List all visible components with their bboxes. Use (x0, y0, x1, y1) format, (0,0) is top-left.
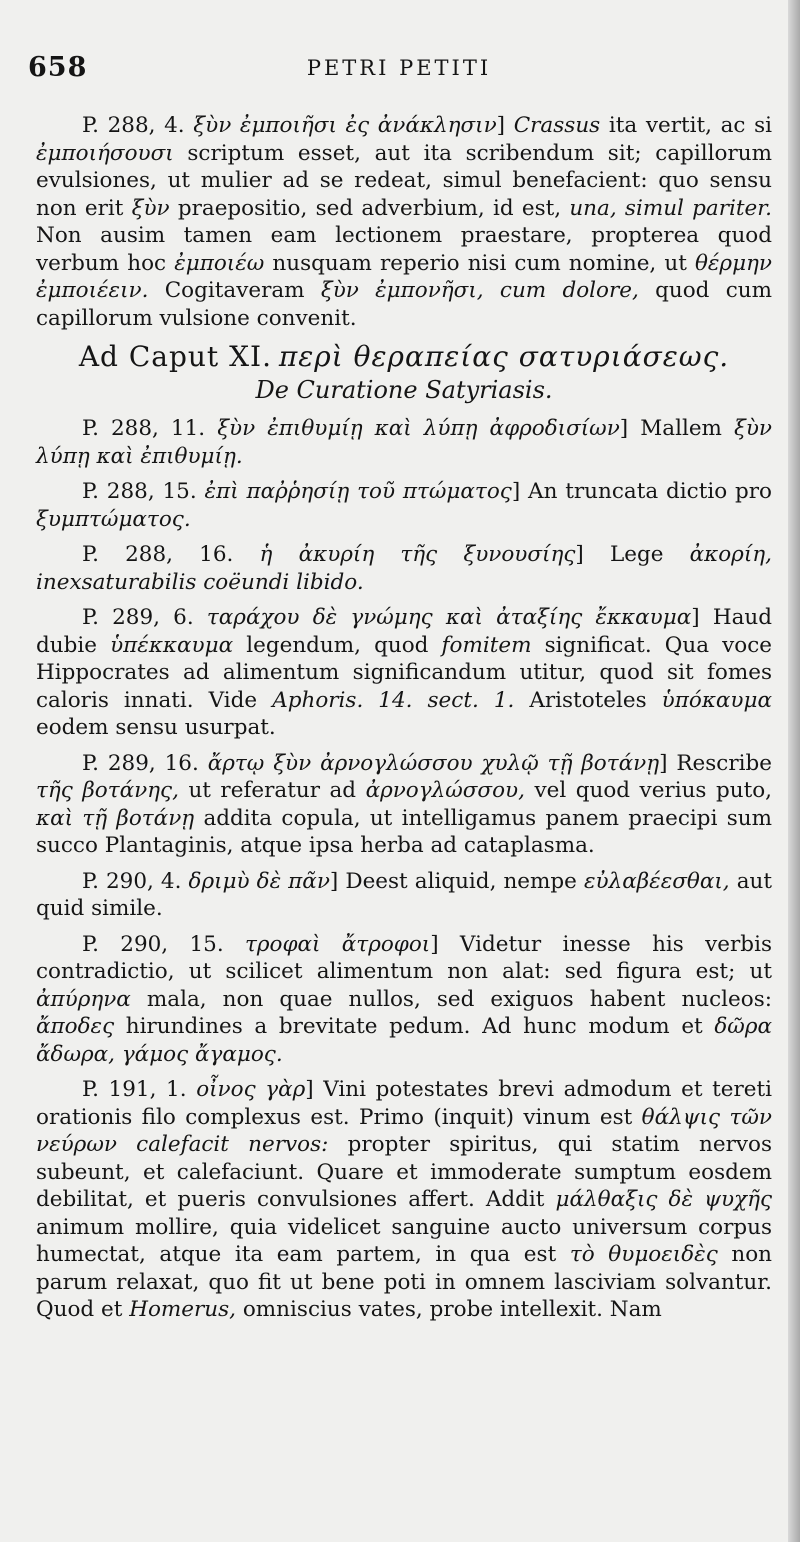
italic-text: ἀρνογλώσσου, (365, 778, 525, 803)
note-text: Aristoteles (514, 687, 662, 713)
italic-text: ταράχου δὲ γνώμης καὶ ἀταξίης ἔκκαυμα (206, 605, 692, 630)
italic-text: θέρμην ἐμποιέειν. (36, 250, 772, 303)
note-text: ] (496, 113, 514, 138)
note-text: ] Rescribe (659, 750, 772, 776)
note-text: ] An truncata dictio pro (511, 479, 772, 504)
note-text: aut quid simile. (36, 868, 773, 921)
note-text: eodem sensu usurpat. (36, 715, 276, 740)
note-reference: P. 290, 4. (82, 868, 182, 894)
note-paragraph (36, 604, 772, 742)
note-paragraph (36, 750, 772, 860)
note-text: ] Videtur inesse his verbis contradictio, ut scilicet alimentum non alat: sed figura est; ut (36, 931, 772, 984)
note-text: scriptum esset, aut ita scribendum sit; capillorum evulsiones, ut mulier ad se redeat, simul benefacient: quo sensu non erit (36, 140, 772, 221)
note-text: omniscius vates, probe intellexit. Nam (236, 1297, 662, 1322)
italic-text: θάλψις τῶν νεύρων calefacit nervos: (36, 1104, 772, 1157)
italic-text: ξυμπτώματος. (36, 506, 191, 532)
note-text (185, 113, 194, 138)
note-text: animum mollire, quia videlicet sanguine aucto universum corpus humectat, atque ita eam partem, in qua est (36, 1214, 772, 1267)
note-text: ] Vini potestates brevi admodum et tereti orationis filo complexus est. Primo (inquit) vinum est (36, 1077, 772, 1130)
italic-text: ἐμποιέω (174, 250, 265, 276)
note-text: propter spiritus, qui statim nervos subeunt, et calefaciunt. Quare et immoderate sumptum eosdem debilitat, et pueris convulsiones affert. Addit (36, 1132, 772, 1212)
note-text: ] Lege (575, 542, 690, 567)
note-text: mala, non quae nullos, sed exiguos habent nucleos: (130, 986, 772, 1012)
note-text (233, 542, 259, 567)
note-text (187, 1077, 197, 1102)
italic-text: ἐπὶ παῤῥησίῃ τοῦ πτώματος (204, 479, 512, 504)
note-text: ] Mallem (619, 416, 734, 441)
note-reference: P. 289, 16. (82, 750, 199, 776)
note-reference: P. 288, 16. (82, 542, 234, 567)
italic-text: καὶ τῇ βοτάνῃ (36, 805, 195, 831)
italic-text: ξὺν ἐμποιῆσι ἐς ἀνάκλησιν (193, 113, 497, 138)
italic-text: ἡ ἀκυρίη τῆς ξυνουσίης (259, 542, 576, 567)
note-paragraph (36, 931, 772, 1069)
chapter-latin-title: De Curatione Satyriasis. (255, 376, 553, 404)
italic-text: τὸ θυμοειδὲς (569, 1242, 718, 1267)
italic-text: εὐλαβέεσθαι, (583, 868, 730, 894)
italic-text: ξὺν (131, 195, 170, 221)
note-reference: P. 288, 11. (82, 416, 206, 441)
note-text: significat. Qua voce Hippocrates ad alimentum significandum utitur, quod sit fomes caloris innati. Vide (36, 632, 773, 713)
italic-text: τροφαὶ ἄτροφοι (244, 931, 431, 957)
note-text: ] Haud dubie (36, 605, 772, 658)
page-number: 658 (28, 52, 88, 83)
italic-text: ἐμποιήσουσι (36, 140, 174, 166)
italic-text: οἶνος γὰρ (196, 1077, 306, 1102)
note-paragraph (36, 1076, 772, 1324)
intro-section (36, 112, 772, 332)
note-text: addita copula, ut intelligamus panem praecipi sum succo Plantaginis, atque ipsa herba ad cataplasma. (36, 805, 773, 858)
note-paragraph (36, 112, 772, 332)
note-text: Non ausim tamen eam lectionem praestare, propterea quod verbum hoc (36, 223, 772, 276)
italic-text: Homerus, (129, 1297, 237, 1322)
note-text (194, 605, 207, 630)
note-text: non parum relaxat, quo fit ut bene poti in omnem lasciviam solvantur. Quod et (36, 1242, 772, 1322)
note-text (224, 932, 245, 957)
italic-text: ξὺν ἐμπονῆσι, (320, 278, 484, 303)
note-text: praepositio, sed adverbium, id est, (169, 195, 570, 221)
note-text: legendum, quod (233, 632, 442, 658)
note-text: vel quod verius puto, (524, 778, 772, 803)
italic-text: Aphoris. 14. sect. 1. (272, 687, 515, 713)
note-text: ut referatur ad (178, 778, 366, 803)
italic-text: δριμὺ δὲ πᾶν (188, 868, 330, 894)
note-text: Cogitaveram (148, 278, 321, 303)
italic-text: μάλθαξις δὲ ψυχῆς (555, 1187, 772, 1212)
note-text (484, 278, 500, 303)
note-text: ita vertit, ac si (600, 113, 773, 138)
notes-section (36, 415, 772, 1324)
note-text (199, 751, 208, 776)
note-text: nusquam reperio nisi cum nomine, ut (264, 250, 695, 276)
chapter-heading: Ad Caput XI. (78, 340, 272, 373)
italic-text: ἄρτῳ ξὺν ἀρνογλώσσου χυλῷ τῇ βοτάνῃ (207, 750, 660, 776)
note-reference: P. 288, 4. (82, 113, 185, 138)
note-text (205, 416, 217, 441)
note-paragraph (36, 415, 772, 470)
italic-text: δῶρα ἄδωρα, γάμος ἄγαμος. (36, 1014, 772, 1067)
note-paragraph (36, 478, 772, 533)
italic-text: una, simul pariter. (569, 195, 773, 221)
note-text: quod cum capillorum vulsione convenit. (36, 278, 773, 331)
page-edge-shadow (788, 0, 800, 1542)
note-text (197, 479, 205, 504)
italic-text: ἀπύρηνα (36, 986, 131, 1012)
note-reference: P. 289, 6. (82, 605, 194, 630)
note-paragraph (36, 868, 772, 923)
chapter-heading-line (36, 342, 772, 375)
page-body (36, 112, 772, 1332)
italic-text: ξὺν λύπῃ καὶ ἐπιθυμίῃ. (36, 416, 772, 469)
note-reference: P. 191, 1. (82, 1077, 187, 1102)
note-reference: P. 288, 15. (82, 479, 197, 504)
note-text: hirundines a brevitate pedum. Ad hunc modum et (114, 1014, 715, 1039)
italic-text: Crassus (513, 113, 601, 138)
note-text (181, 869, 188, 894)
chapter-heading-block (36, 342, 772, 405)
italic-text: τῆς βοτάνης, (36, 778, 179, 803)
page-header (28, 52, 770, 92)
italic-text: ἄποδες (36, 1014, 115, 1039)
italic-text: ὑπέκκαυμα (110, 632, 234, 658)
chapter-greek-title: περὶ θεραπείας σατυριάσεως. (278, 340, 730, 373)
italic-text: fomitem (441, 632, 532, 658)
italic-text: cum dolore, (499, 278, 639, 303)
italic-text: ξὺν ἐπιθυμίῃ καὶ λύπῃ ἀφροδισίων (217, 416, 620, 441)
running-title: PETRI PETITI (306, 56, 492, 80)
italic-text: ὑπόκαυμα (661, 687, 772, 713)
note-reference: P. 290, 15. (82, 931, 224, 957)
italic-text: ἀκορίη, inexsaturabilis coëundi libido. (36, 542, 772, 595)
note-paragraph (36, 541, 772, 596)
note-text: ] Deest aliquid, nempe (329, 868, 584, 894)
